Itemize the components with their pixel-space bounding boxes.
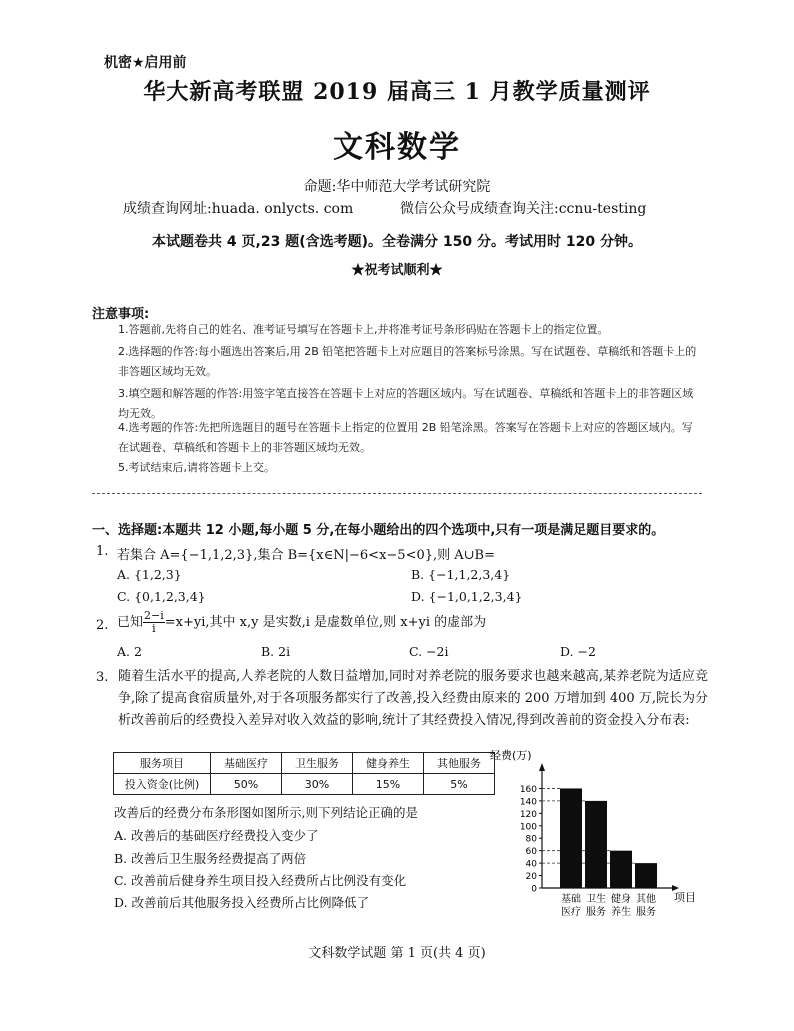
expense-bar-chart: [480, 745, 710, 925]
q1-option-a: A. {1,2,3}: [117, 567, 182, 582]
chart-x-tick-label: 其他: [636, 894, 656, 905]
q2-fraction: [143, 610, 165, 635]
chart-y-tick-label: 60: [525, 847, 537, 858]
chart-y-tick-label: 20: [525, 872, 537, 883]
q1-stem: 若集合 A={−1,1,2,3},集合 B={x∈N|−6<x−5<0},则 A∪B=: [117, 548, 495, 563]
note-item: 1.答题前,先将自己的姓名、准考证号填写在答题卡上,并将准考证号条形码贴在答题卡上的指定位置。: [118, 323, 609, 336]
exam-author: 命题:华中师范大学考试研究院: [303, 179, 491, 195]
table-header-cell: 基础医疗: [211, 753, 282, 774]
page-footer: 文科数学试题 第 1 页(共 4 页): [308, 946, 486, 961]
note-item: 5.考试结束后,请将答题卡上交。: [118, 461, 275, 474]
chart-y-tick-label: 100: [519, 822, 537, 833]
chart-y-axis-label: 经费(万): [490, 749, 532, 762]
notes-title: 注意事项:: [92, 307, 150, 322]
q3-number: 3.: [96, 670, 109, 685]
q2-option-b: B. 2i: [261, 644, 291, 659]
q2-number: 2.: [96, 618, 109, 633]
q3-option-a: A. 改善后的基础医疗经费投入变少了: [114, 828, 319, 843]
chart-x-tick-label: 服务: [636, 907, 656, 918]
chart-y-axis-arrow: [539, 763, 545, 771]
chart-x-tick-label: 基础: [561, 894, 581, 905]
chart-y-tick-label: 120: [519, 809, 537, 820]
chart-bar: [585, 801, 607, 888]
exam-info: 本试题卷共 4 页,23 题(含选考题)。全卷满分 150 分。考试用时 120 分钟。: [152, 234, 642, 250]
chart-x-tick-label: 健身: [611, 894, 631, 905]
chart-x-axis-label: 项目: [674, 891, 696, 904]
q1-option-b: B. {−1,1,2,3,4}: [411, 567, 511, 582]
exam-title: 华大新高考联盟 2019 届高三 1 月教学质量测评: [143, 79, 651, 105]
q1-number: 1.: [96, 544, 109, 559]
secret-label: 机密★启用前: [104, 55, 187, 71]
q3-lead: 改善后的经费分布条形图如图所示,则下列结论正确的是: [114, 805, 418, 820]
q3-option-d: D. 改善前后其他服务投入经费所占比例降低了: [114, 895, 370, 910]
chart-x-tick-label: 医疗: [561, 907, 581, 918]
section-heading: 一、选择题:本题共 12 小题,每小题 5 分,在每小题给出的四个选项中,只有一项是满足题目要求的。: [92, 523, 665, 538]
chart-y-tick-label: 140: [519, 797, 537, 808]
q1-option-d: D. {−1,0,1,2,3,4}: [411, 589, 523, 604]
table-row: [114, 774, 495, 795]
table-cell: 30%: [282, 774, 353, 795]
chart-y-tick-label: 40: [525, 859, 537, 870]
q3-stem: 随着生活水平的提高,人养老院的人数日益增加,同时对养老院的服务要求也越来越高,某养老院为适应竞争,除了提高食宿质量外,对于各项服务都实行了改善,投入经费由原来的 200 万增加到 400 万,院长为分析改善前后的经费投入差异对收入效益的影响,统计了其经费投入情况,得到改善前的资金投入分布表:: [118, 669, 708, 728]
q2-stem-suffix: =x+yi,其中 x,y 是实数,i 是虚数单位,则 x+yi 的虚部为: [164, 615, 487, 630]
q2-fraction-denominator: i: [152, 622, 156, 635]
score-query-url: 成绩查询网址:huada. onlycts. com: [123, 201, 354, 217]
chart-bar: [610, 851, 632, 888]
note-item: 4.选考题的作答:先把所选题目的题号在答题卡上指定的位置用 2B 铅笔涂黑。答案写在答题卡上对应的答题区域内。写在试题卷、草稿纸和答题卡上的非答题区域均无效。: [118, 421, 693, 454]
q2-fraction-numerator: 2−i: [144, 609, 164, 622]
dashed-divider: [92, 493, 702, 494]
q3-option-b: B. 改善后卫生服务经费提高了两倍: [114, 851, 307, 866]
chart-bar: [635, 863, 657, 888]
chart-x-tick-label: 服务: [586, 907, 606, 918]
table-cell: 15%: [353, 774, 424, 795]
chart-x-tick-label: 卫生: [586, 894, 606, 905]
q3-option-c: C. 改善前后健身养生项目投入经费所占比例没有变化: [114, 873, 407, 888]
chart-y-tick-label: 0: [531, 884, 537, 895]
chart-bar: [560, 788, 582, 888]
q2-stem-prefix: 已知: [117, 615, 144, 630]
note-item: 3.填空题和解答题的作答:用签字笔直接答在答题卡上对应的答题区域内。写在试题卷、草稿纸和答题卡上的非答题区域均无效。: [118, 387, 694, 420]
q2-option-d: D. −2: [560, 644, 596, 659]
table-row: [114, 753, 495, 774]
table-cell: 50%: [211, 774, 282, 795]
chart-x-tick-label: 养生: [611, 907, 631, 918]
note-item: 2.选择题的作答:每小题选出答案后,用 2B 铅笔把答题卡上对应题目的答案标号涂黑。写在试题卷、草稿纸和答题卡上的非答题区域均无效。: [118, 345, 697, 378]
q2-option-c: C. −2i: [409, 644, 449, 659]
score-query-wechat: 微信公众号成绩查询关注:ccnu-testing: [400, 201, 647, 217]
table-header-cell: 健身养生: [353, 753, 424, 774]
subject-title: 文科数学: [333, 130, 461, 165]
chart-y-tick-label: 160: [519, 784, 537, 795]
table-cell: 投入资金(比例): [114, 774, 211, 795]
good-luck-wish: ★祝考试顺利★: [351, 263, 443, 278]
table-header-cell: 卫生服务: [282, 753, 353, 774]
table-header-cell: 服务项目: [114, 753, 211, 774]
chart-y-tick-label: 80: [525, 834, 537, 845]
fund-distribution-table: [113, 752, 495, 795]
table-header-cell: 其他服务: [424, 753, 495, 774]
q2-option-a: A. 2: [117, 644, 142, 659]
q1-option-c: C. {0,1,2,3,4}: [117, 589, 206, 604]
table-cell: 5%: [424, 774, 495, 795]
q2-stem: [117, 610, 486, 635]
